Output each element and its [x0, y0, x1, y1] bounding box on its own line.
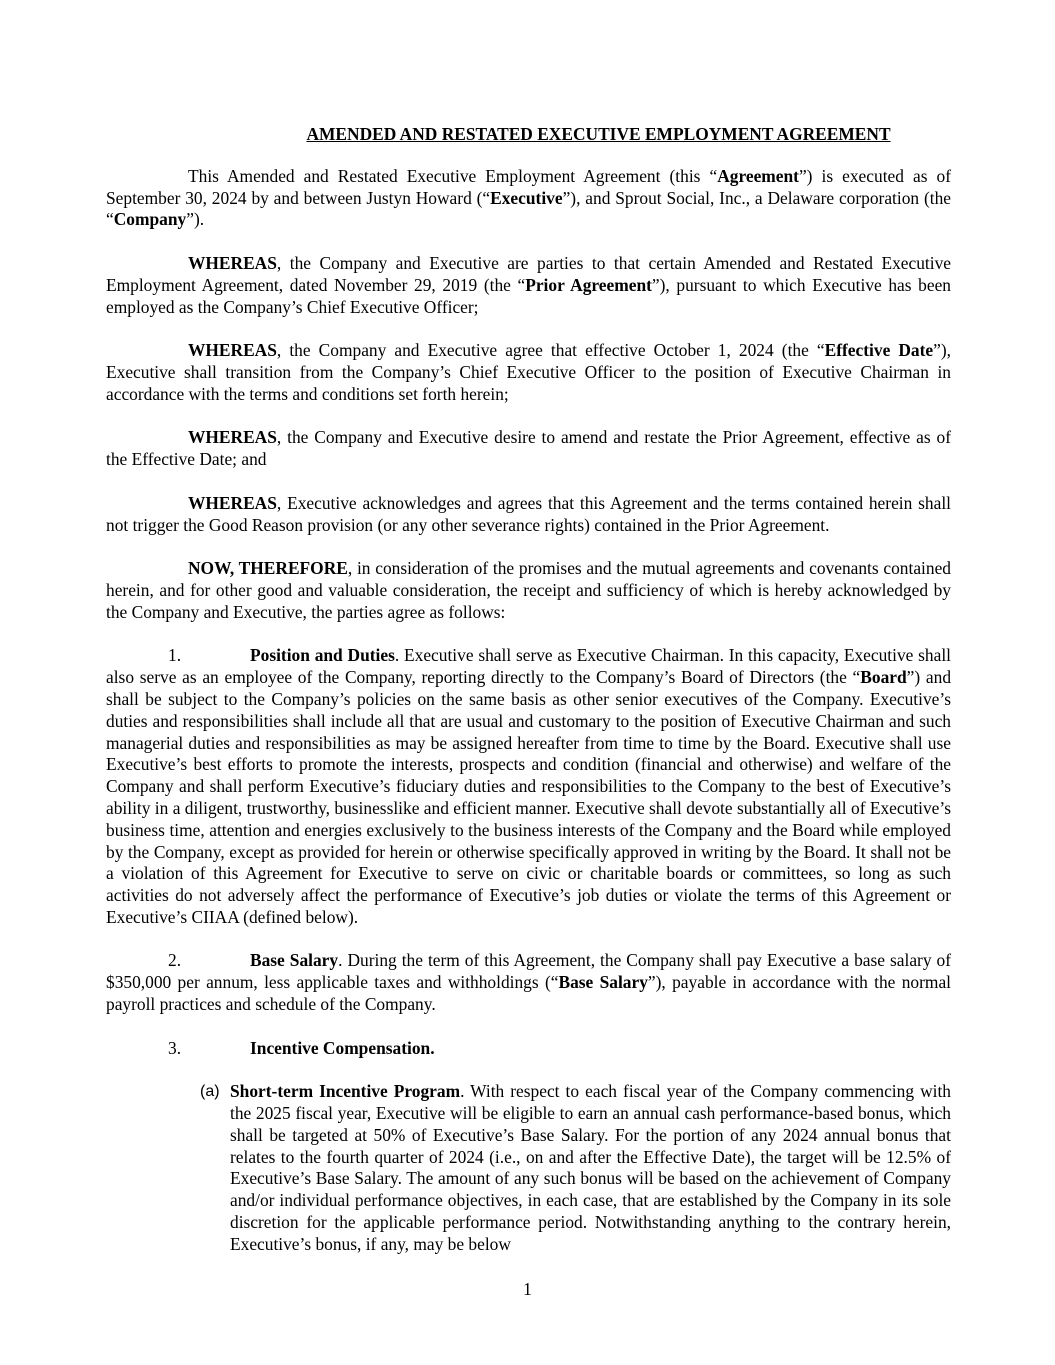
whereas-label: WHEREAS: [188, 492, 277, 513]
whereas-2-text-1: , the Company and Executive agree that effective October 1, 2024 (the “: [276, 340, 825, 361]
intro-text-4: ”).: [186, 209, 205, 230]
section-heading: Incentive Compensation.: [250, 1037, 435, 1058]
whereas-1-text-1: , the Company and Executive are parties to that certain Amended and Restated Executive Employment Agreement, dated November 29, 2019 (the “: [106, 252, 951, 295]
whereas-label: WHEREAS: [188, 340, 277, 361]
whereas-3-text-1: , the Company and Executive desire to amend and restate the Prior Agreement, effective as of the Effective Date; and: [106, 427, 951, 470]
now-therefore-label: NOW, THEREFORE: [188, 558, 348, 579]
subsection-label: (a): [200, 1083, 220, 1101]
term-prior-agreement: Prior Agreement: [525, 274, 652, 295]
section-heading: Position and Duties: [250, 645, 395, 666]
whereas-label: WHEREAS: [188, 252, 277, 273]
now-therefore-paragraph: [106, 558, 951, 623]
document-page: [106, 120, 951, 1256]
page-number: 1: [523, 1279, 532, 1299]
section-3a: [200, 1081, 951, 1255]
section-3a-text: . With respect to each fiscal year of the Company commencing with the 2025 fiscal year, Executive will be eligible to earn an annual cash performance-based bonus, which shall be targeted at 50% of Executive’s Base Salary. For the portion of any 2024 annual bonus that relates to the fourth quarter of 2024 (i.e., on and after the Effective Date), the target will be 12.5% of Executive’s Base Salary. The amount of any such bonus will be based on the achievement of Company and/or individual performance objectives, in each case, that are established by the Company in its sole discretion for the applicable performance period. Notwithstanding anything to the contrary herein, Executive’s bonus, if any, may be below: [230, 1081, 951, 1254]
intro-paragraph: [106, 166, 951, 231]
whereas-4-text-1: , Executive acknowledges and agrees that this Agreement and the terms contained herein shall not trigger the Good Reason provision (or any other severance rights) contained in the Prior Agreement.: [106, 492, 951, 535]
section-number: 3.: [168, 1037, 182, 1058]
term-effective-date: Effective Date: [824, 340, 934, 361]
section-number: 1.: [168, 645, 182, 666]
term-executive: Executive: [490, 187, 563, 208]
whereas-2-text-2: ”), Executive shall transition from the Company’s Chief Executive Officer to the position of Executive Chairman in accordance with the terms and conditions set forth herein;: [106, 340, 951, 404]
whereas-paragraph-3: [106, 427, 951, 471]
section-3: [106, 1038, 951, 1060]
section-heading: Base Salary: [250, 950, 339, 971]
section-2: [106, 950, 951, 1015]
section-1-text-2: ”) and shall be subject to the Company’s policies on the same basis as other senior executives of the Company. Executive’s duties and responsibilities shall include all that are usual and customary to the position of Executive Chairman and such managerial duties and responsibilities as may be assigned hereafter from time to time by the Board. Executive shall use Executive’s best efforts to promote the interests, prospects and condition (financial and otherwise) and welfare of the Company and shall perform Executive’s fiduciary duties and responsibilities to the Company to the best of Executive’s ability in a diligent, trustworthy, businesslike and efficient manner. Executive shall devote substantially all of Executive’s business time, attention and energies exclusively to the business interests of the Company and the Board while employed by the Company, except as provided for herein or otherwise specifically approved in writing by the Board. It shall not be a violation of this Agreement for Executive to serve on civic or charitable boards or committees, so long as such activities do not adversely affect the performance of Executive’s job duties or violate the terms of this Agreement or Executive’s CIIAA (defined below).: [106, 667, 952, 927]
subsection-heading: Short-term Incentive Program: [230, 1081, 461, 1102]
now-therefore-text: , in consideration of the promises and the mutual agreements and covenants contained herein, and for other good and valuable consideration, the receipt and sufficiency of which is hereby acknowledged by the Company and Executive, the parties agree as follows:: [106, 558, 951, 622]
term-company: Company: [113, 209, 187, 230]
section-2-text-1: . During the term of this Agreement, the Company shall pay Executive a base salary of $350,000 per annum, less applicable taxes and withholdings (“: [106, 950, 952, 993]
section-2-text-2: ”), payable in accordance with the normal payroll practices and schedule of the Company.: [106, 972, 951, 1015]
whereas-1-text-2: ”), pursuant to which Executive has been employed as the Company’s Chief Executive Officer;: [106, 274, 951, 317]
intro-text-1: This Amended and Restated Executive Employment Agreement (this “: [188, 165, 718, 186]
intro-text-2: ”) is executed as of September 30, 2024 by and between Justyn Howard (“: [106, 165, 951, 208]
section-number: 2.: [168, 950, 182, 971]
intro-text-3: ”), and Sprout Social, Inc., a Delaware corporation (the “: [106, 187, 951, 230]
term-agreement: Agreement: [717, 165, 799, 186]
section-1-text-1: . Executive shall serve as Executive Chairman. In this capacity, Executive shall also serve as an employee of the Company, reporting directly to the Company’s Board of Directors (the “: [106, 645, 952, 688]
document-title: AMENDED AND RESTATED EXECUTIVE EMPLOYMENT AGREEMENT: [306, 124, 891, 144]
whereas-paragraph-4: [106, 493, 951, 537]
whereas-paragraph-2: [106, 340, 951, 405]
whereas-paragraph-1: [106, 253, 951, 318]
term-board: Board: [860, 667, 907, 688]
section-1: [106, 645, 951, 928]
whereas-label: WHEREAS: [188, 427, 277, 448]
term-base-salary: Base Salary: [558, 972, 648, 993]
